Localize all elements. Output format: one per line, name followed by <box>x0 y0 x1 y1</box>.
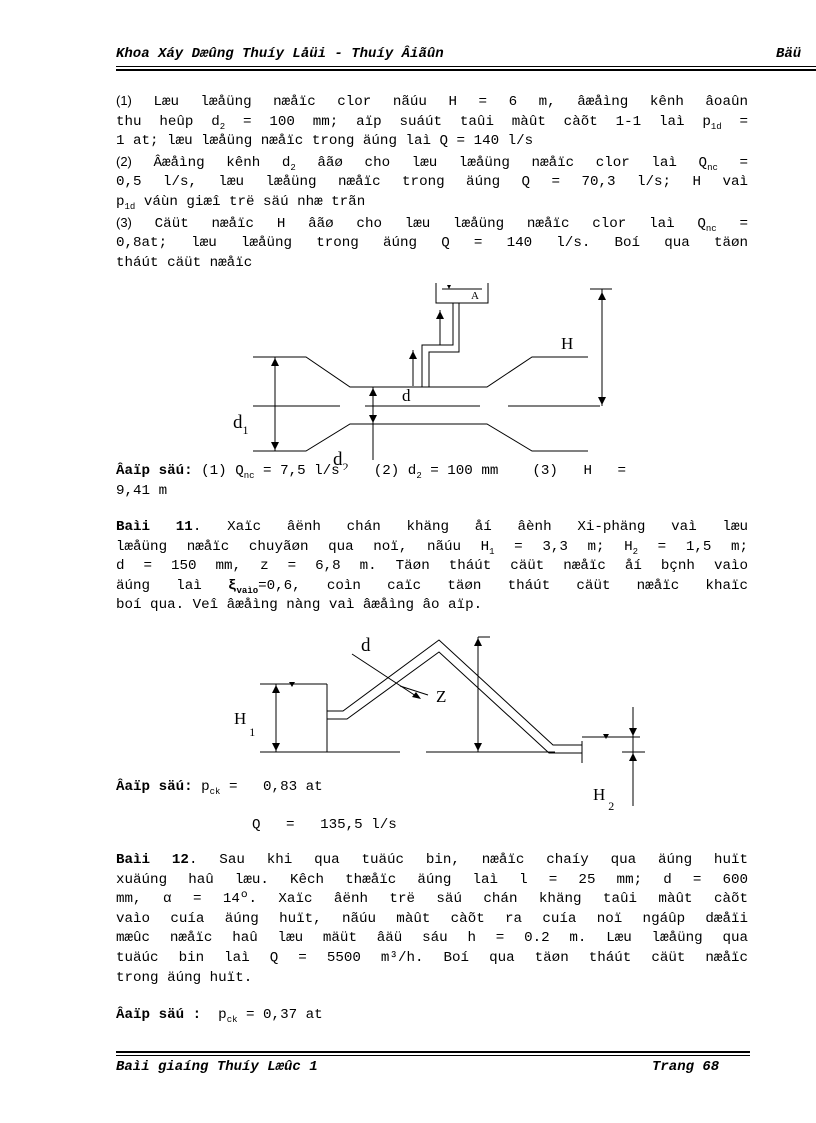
h-arrow-top <box>598 292 606 300</box>
answer11-flow <box>252 816 552 836</box>
bai11-line4: äúng laì $\xi_{vaìo}=0,6$, coìn caïc täøn tháút cäüt næåïc khaïc <box>116 577 748 596</box>
answer11-line2: Q = 135,5 l/s <box>252 817 397 833</box>
tank-level-symbol <box>447 285 451 289</box>
header-rule-thick <box>116 69 816 71</box>
bai11-line3: d = 150 mm, z = 6,8 m. Täøn tháút cäüt næåïc åí bçnh vaìo <box>116 558 748 575</box>
label-d2: $d_2$ <box>333 449 349 470</box>
tube-arrow-head <box>436 311 444 319</box>
h-arrow-bottom <box>598 397 606 405</box>
h2-arrow-top <box>629 728 637 736</box>
intro-list <box>116 91 748 273</box>
bai11 <box>116 518 748 616</box>
label-d1: $d_1$ <box>233 412 249 437</box>
bai12 <box>116 851 748 988</box>
z-leader-line <box>400 686 428 695</box>
d2-arrow-bottom <box>369 415 377 423</box>
label-H: H <box>561 334 574 353</box>
answer1-line2: 9,41 m <box>116 482 168 499</box>
bai12-line2: xuäúng haû læu. Kêch thæåïc äúng laì l = 25 mm; d = 600 <box>116 871 748 888</box>
item2-line2: 0,5 l/s, læu læåüng næåïc trong äúng Q = 70,3 l/s; H vaì <box>116 174 748 191</box>
header-rule-thin <box>116 66 816 67</box>
item3-line3: tháút cäüt næåïc <box>116 254 253 271</box>
d-arrow-head <box>412 692 421 699</box>
h2-arrow-bottom <box>629 753 637 761</box>
bai11-line2: læåüng næåïc chuyãøn qua noï, nãúu $H_1 = 3,3$ m; $H_2 = 1,5$ m; <box>116 538 749 557</box>
label-d: d <box>402 386 411 405</box>
label-A: A <box>471 290 479 302</box>
bai12-line6: tuäúc bin laì Q = 5500 m³/h. Boí qua täøn tháút cäüt næåïc <box>116 949 748 966</box>
chlorine-tank <box>436 283 488 303</box>
answer11-line1: Âaïp säú: $p_{ck} = 0,83$ at <box>116 779 323 797</box>
h1-arrow-bottom <box>272 743 280 751</box>
z-arrow-top <box>474 638 482 646</box>
bai11-line5: boí qua. Veî âæåìng nàng vaì âæåìng âo aïp. <box>116 597 483 614</box>
h1-arrow-top <box>272 685 280 693</box>
d2-arrow-top <box>369 388 377 396</box>
pipe-lower-wall <box>253 424 588 451</box>
answer11 <box>116 778 748 798</box>
venturi-figure <box>0 270 816 470</box>
d1-arrow-bottom <box>271 442 279 450</box>
pipe-upper-wall <box>253 357 588 387</box>
footer-rule-thick <box>116 1051 750 1053</box>
label-Z: Z <box>436 687 447 706</box>
z-arrow-bottom <box>474 743 482 751</box>
bai11-line1: Baìi 11. Xaïc âënh chán khäng åí âènh Xi-phäng vaì læu <box>116 519 748 535</box>
bai12-line1: Baìi 12. Sau khi qua tuäúc bin, næåïc chaíy qua äúng huït <box>116 852 748 868</box>
bai12-line3: mm, α = 14º. Xaïc âënh trë säú chán khäng taûi màût càõt <box>116 891 748 908</box>
bai12-line4: vaìo cuía äúng huït, nãúu màût càõt ra cuía noï ngáûp dæåïi <box>116 910 748 927</box>
item1-line3: 1 at; læu læåüng næåïc trong äúng laì Q = 140 l/s <box>116 133 534 150</box>
tube-inner <box>422 303 453 387</box>
item2-line1: (2) Âæåìng kênh $d_2$ âãø cho læu læåüng næåïc clor laì $Q_{nc}$ = <box>116 153 749 173</box>
page-header-title: Khoa Xáy Dæûng Thuíy Låüi - Thuíy Âiãûn <box>116 46 444 62</box>
tube-flow-arrow-head <box>409 351 417 359</box>
item3-line2: 0,8at; læu læåüng trong äúng Q = 140 l/s. Boí qua täøn <box>116 235 748 252</box>
d1-arrow-top <box>271 358 279 366</box>
answer1 <box>116 462 748 501</box>
answer12-line1: Âaïp säú : $p_{ck} = 0,37$ at <box>116 1007 323 1025</box>
item1-line2: thu heûp $d_2 = 100$ mm; aïp suáút taûi màût càõt 1-1 laì $p_{1d}$ = <box>116 113 749 132</box>
footer-course-title: Baìi giaíng Thuíy Læûc 1 <box>116 1059 318 1075</box>
item1-line1: (1) Læu læåüng næåïc clor nãúu H = 6 m, âæåìng kênh âoaûn <box>116 93 748 110</box>
answer12 <box>116 1006 748 1026</box>
footer-rule-thin <box>116 1055 750 1056</box>
siphon-lower-wall <box>327 652 582 753</box>
footer-page-number: Trang 68 <box>652 1059 720 1075</box>
item3-line1: (3) Cäüt næåïc H âãø cho læu læåüng næåïc clor laì $Q_{nc}$ = <box>116 214 749 234</box>
page-header-section: Bäü <box>776 46 802 62</box>
answer1-line1: Âaïp säú: (1) $Q_{nc} = 7,5$ l/s (2) $d_2 = 100$ mm (3) H = <box>116 463 627 481</box>
item2-line3: $p_{1d}$ váùn giæî trë säú nhæ trãn <box>116 193 366 212</box>
label-d: d <box>361 635 371 656</box>
bai12-line7: trong äúng huït. <box>116 969 253 986</box>
label-H1: $H_1$ <box>234 709 256 739</box>
bai12-line5: mæûc næåïc haû læu mäüt âäü sáu h = 0.2 m. Læu læåüng qua <box>116 930 748 947</box>
label-H2: $H_2$ <box>593 785 615 813</box>
